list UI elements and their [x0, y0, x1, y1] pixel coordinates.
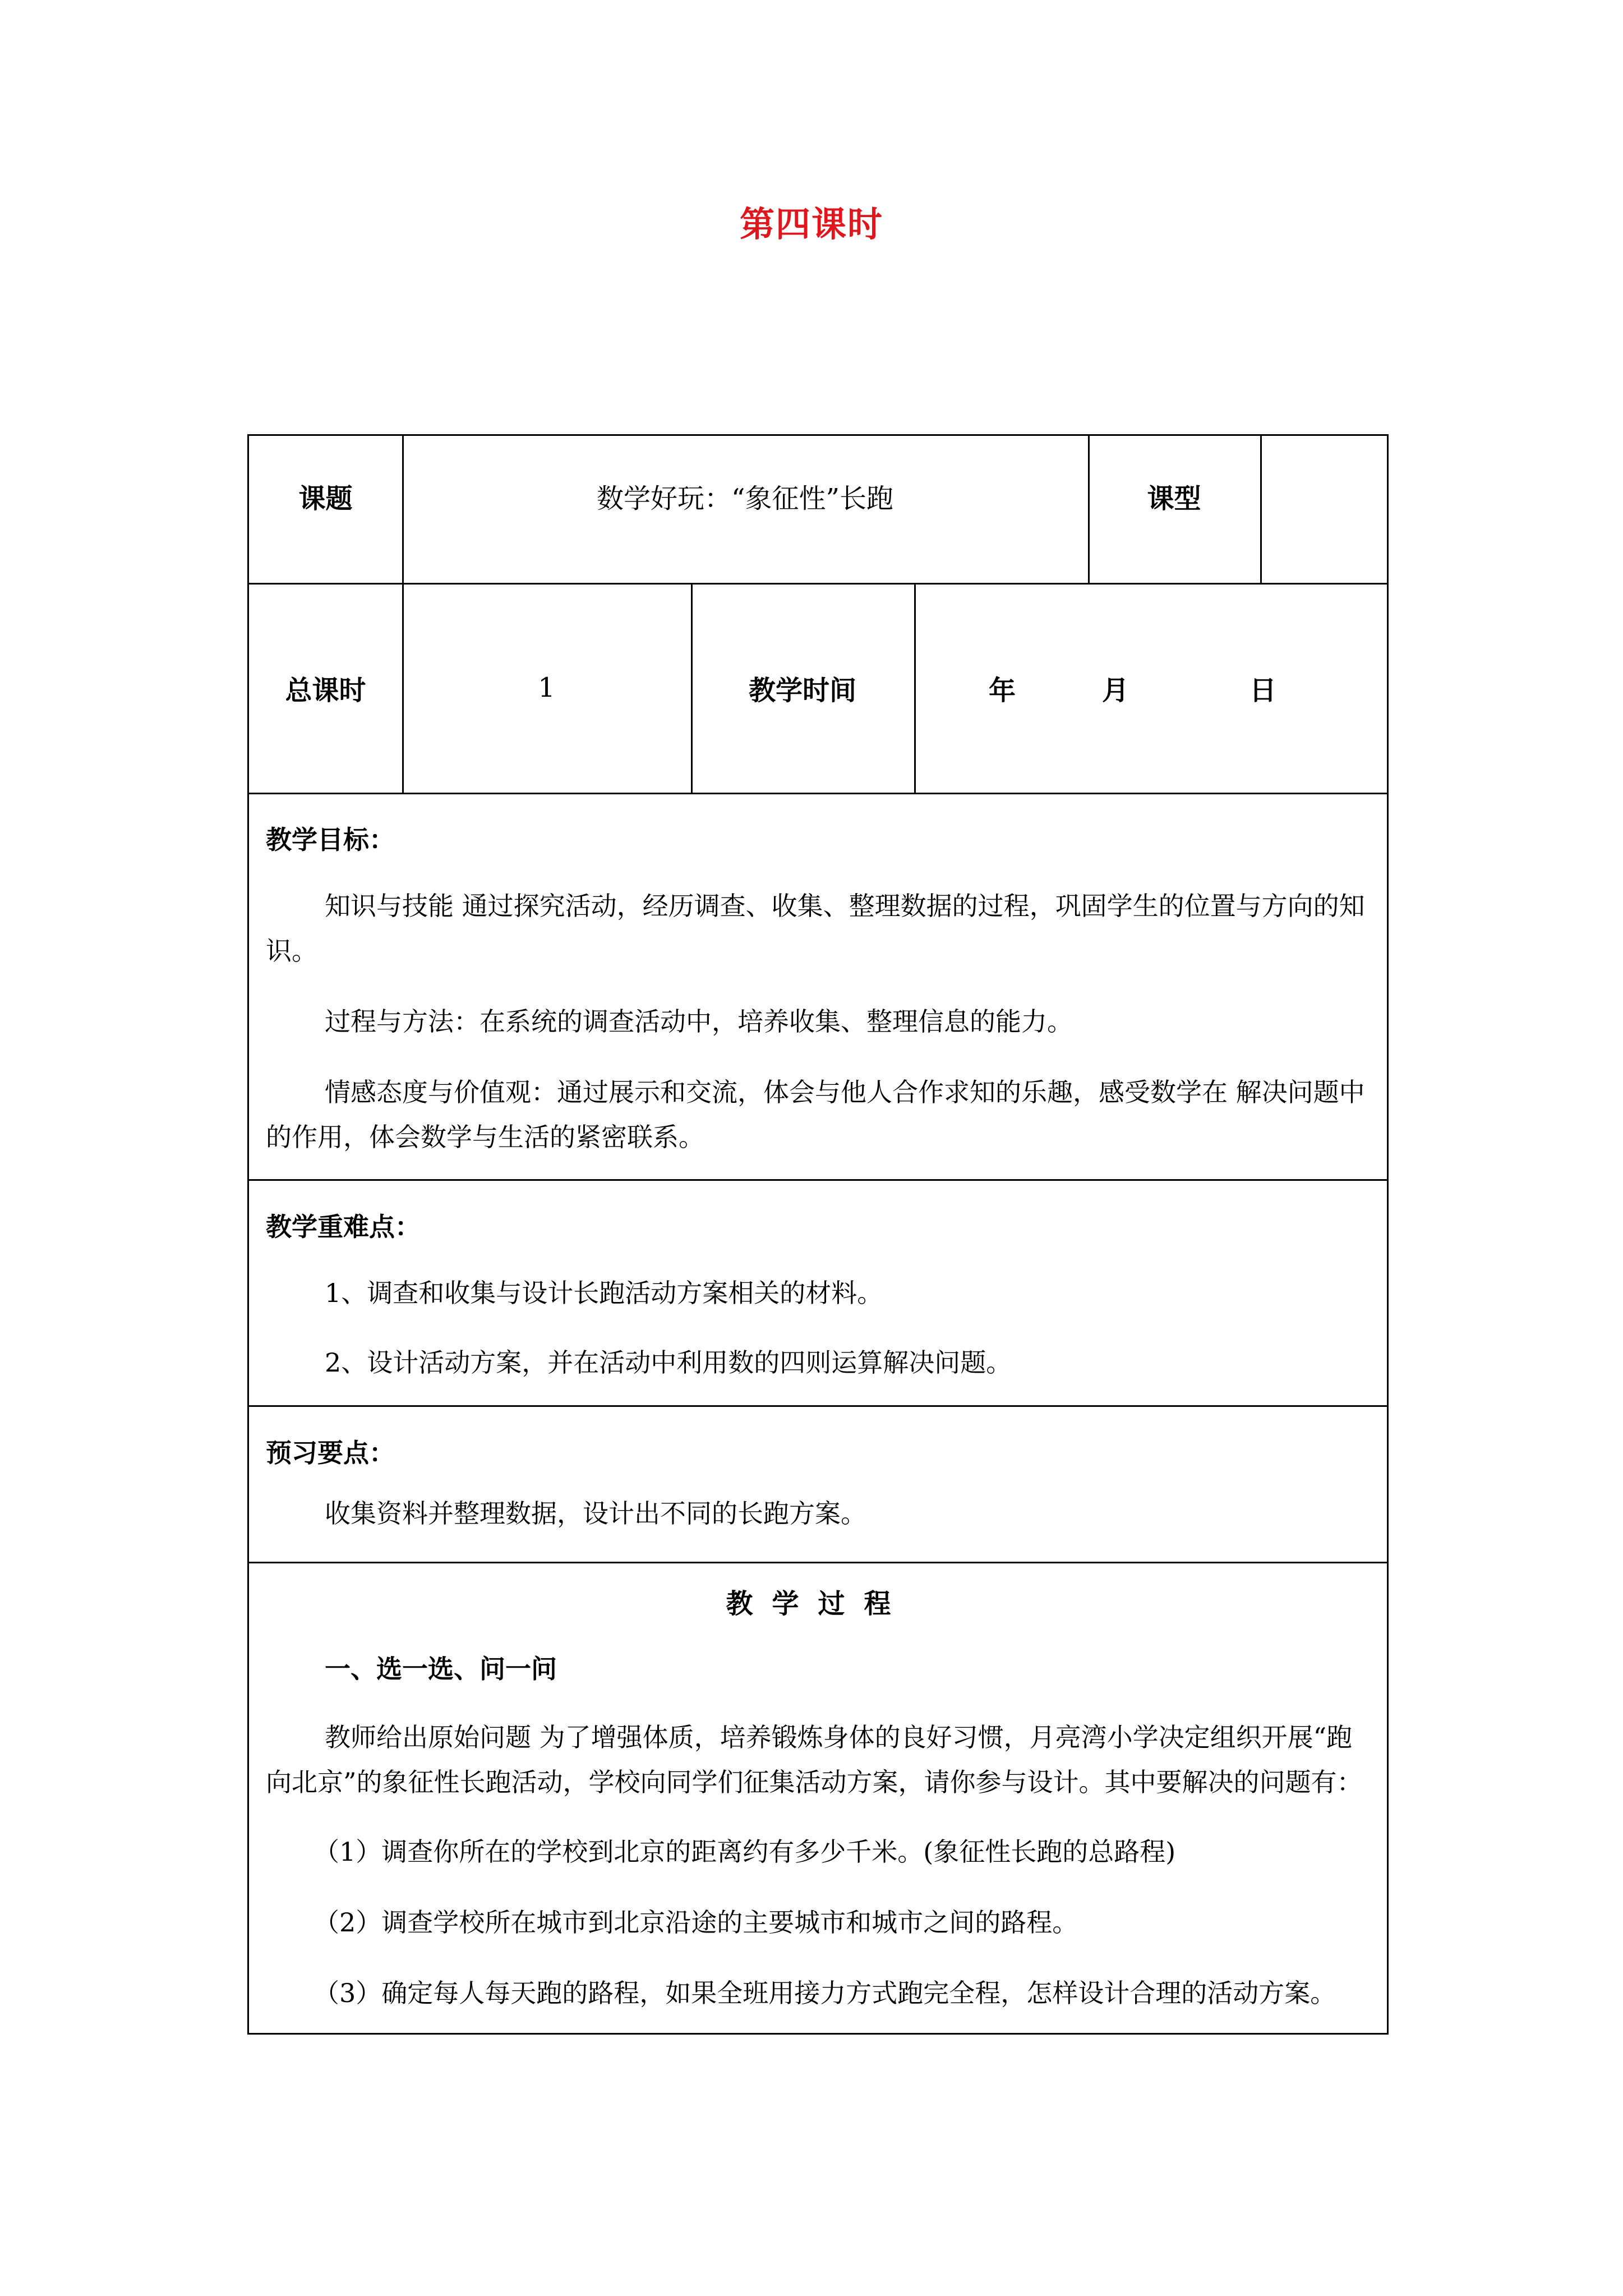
preview-heading: 预习要点： — [266, 1438, 395, 1468]
lesson-plan-table — [247, 434, 1389, 2035]
teaching-time-label: 教学时间 — [748, 674, 856, 706]
preview-text: 收集资料并整理数据，设计出不同的长跑方案。 — [325, 1498, 866, 1529]
objective-paragraph: 情感态度与价值观：通过展示和交流，体会与他人合作求知的乐趣，感受数学在 解决问题中的作用，体会数学与生活的紧密联系。 — [266, 1077, 1365, 1152]
process-question: （3）确定每人每天跑的路程，如果全班用接力方式跑完全程，怎样设计合理的活动方案。 — [313, 1978, 1336, 2008]
month-label: 月 — [1102, 674, 1129, 706]
topic-label: 课题 — [298, 483, 353, 514]
topic-value: 数学好玩：“象征性”长跑 — [596, 483, 894, 514]
preview-section — [266, 1430, 1370, 1536]
date-field — [914, 583, 1387, 793]
process-section — [266, 1581, 1370, 2016]
key-point-item: 1、调查和收集与设计长跑活动方案相关的材料。 — [325, 1278, 883, 1308]
day-label: 日 — [1249, 674, 1277, 706]
objective-paragraph: 知识与技能 通过探究活动，经历调查、收集、整理数据的过程，巩固学生的位置与方向的知识。 — [266, 891, 1365, 966]
process-question: （2）调查学校所在城市到北京沿途的主要城市和城市之间的路程。 — [313, 1907, 1078, 1938]
row-divider — [249, 1405, 1387, 1407]
section1-title: 一、选一选、问一问 — [325, 1654, 557, 1684]
objective-paragraph: 过程与方法：在系统的调查活动中，培养收集、整理信息的能力。 — [325, 1006, 1073, 1037]
row-divider — [249, 793, 1387, 794]
key-points-section — [266, 1204, 1370, 1385]
key-point-item: 2、设计活动方案，并在活动中利用数的四则运算解决问题。 — [325, 1347, 1012, 1378]
row-divider — [249, 1562, 1387, 1563]
process-intro: 教师给出原始问题 为了增强体质，培养锻炼身体的良好习惯，月亮湾小学决定组织开展“跑向北京”的象征性长跑活动，学校向同学们征集活动方案，请你参与设计。其中要解决的问题有： — [266, 1722, 1363, 1797]
type-label: 课型 — [1147, 483, 1201, 514]
total-hours-label: 总课时 — [285, 674, 366, 706]
total-hours-value: 1 — [538, 672, 555, 703]
row-divider — [249, 1179, 1387, 1181]
year-label: 年 — [989, 674, 1016, 706]
process-heading: 教学过程 — [726, 1588, 910, 1619]
objectives-heading: 教学目标： — [266, 825, 395, 855]
objectives-section — [266, 817, 1370, 1159]
key-points-heading: 教学重难点： — [266, 1212, 421, 1242]
process-question: （1）调查你所在的学校到北京的距离约有多少千米。(象征性长跑的总路程) — [313, 1837, 1176, 1867]
page-title: 第四课时 — [739, 204, 883, 245]
type-value — [1260, 436, 1387, 556]
